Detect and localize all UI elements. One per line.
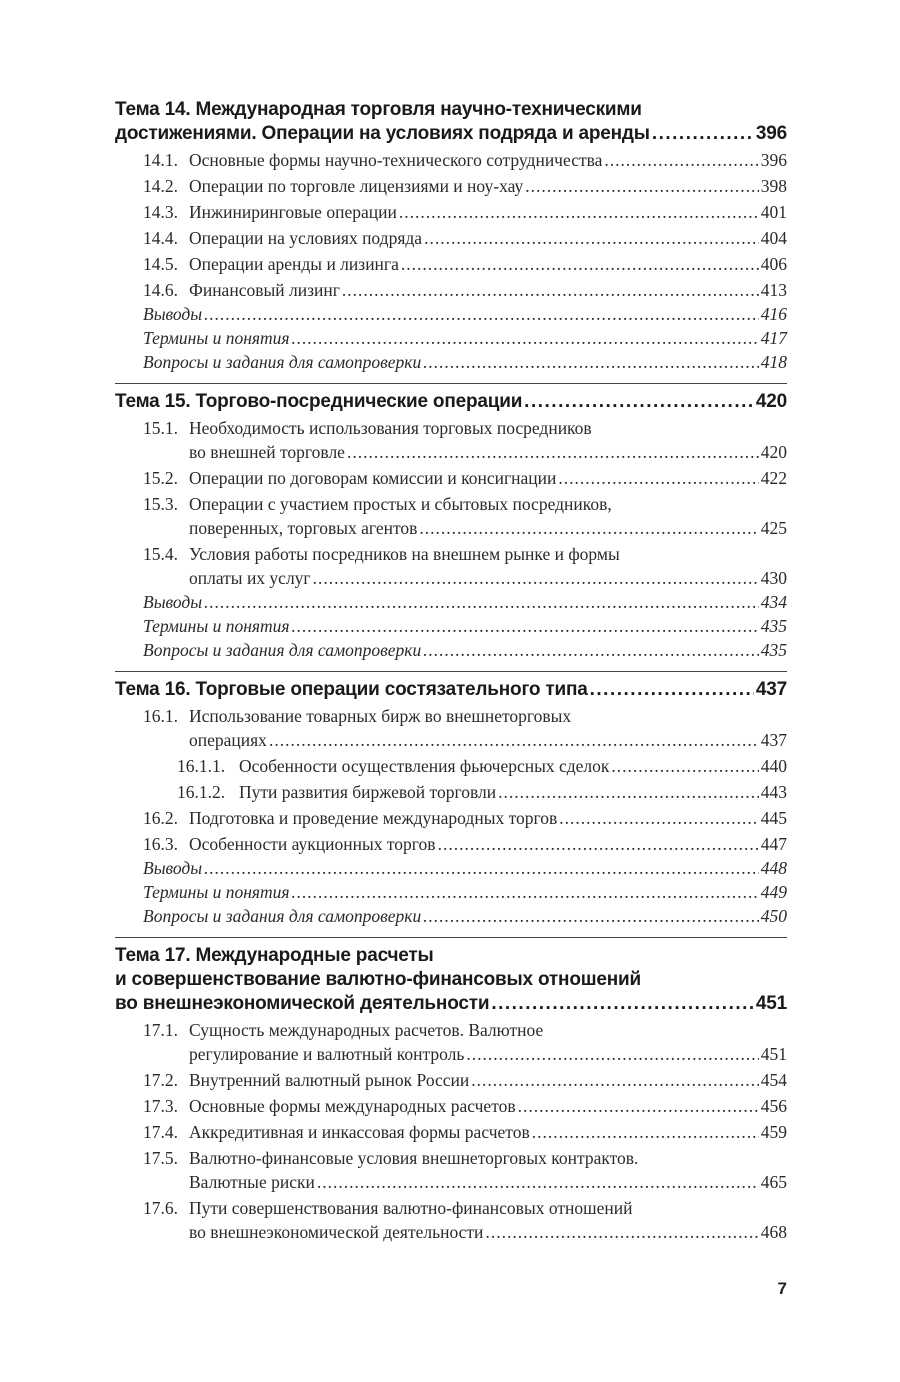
entry-title-line: Термины и понятия <box>143 328 290 348</box>
entry-last-line[interactable] <box>189 566 787 590</box>
entry-body <box>189 1068 787 1092</box>
entry-title-line: Валютные риски <box>189 1172 315 1192</box>
dot-leader <box>438 832 759 856</box>
toc-entry[interactable] <box>115 492 787 540</box>
entry-body <box>189 174 787 198</box>
entry-body <box>189 806 787 830</box>
entry-last-line[interactable] <box>143 904 787 928</box>
dot-leader <box>466 1042 758 1066</box>
entry-body <box>189 704 787 752</box>
entry-title-line: Необходимость использования торговых посредников <box>189 418 592 438</box>
entry-last-line[interactable] <box>189 174 787 198</box>
entry-title-line: Выводы <box>143 304 203 324</box>
page-ref: 396 <box>760 150 787 170</box>
entry-number: 17.6. <box>143 1198 178 1218</box>
entry-body <box>143 904 787 928</box>
dot-leader <box>525 174 759 198</box>
toc-entry[interactable] <box>115 754 787 778</box>
entry-title-line: Тема 16. Торговые операции состязательного типа <box>115 679 588 700</box>
toc-entry[interactable] <box>115 278 787 302</box>
toc-entry[interactable] <box>115 1120 787 1144</box>
toc-entry[interactable] <box>115 416 787 464</box>
entry-title-line: Операции по договорам комиссии и консигнации <box>189 468 557 488</box>
entry-title-line: Термины и понятия <box>143 882 290 902</box>
entry-number: 15.2. <box>143 468 178 488</box>
entry-title-line: Вопросы и задания для самопроверки <box>143 906 422 926</box>
entry-title-line: поверенных, торговых агентов <box>189 518 418 538</box>
toc-entry-auxiliary[interactable] <box>115 904 787 928</box>
entry-title-line: Инжиниринговые операции <box>189 202 397 222</box>
section-heading[interactable] <box>115 98 787 146</box>
dot-leader <box>652 122 754 146</box>
entry-number: 15.1. <box>143 418 178 438</box>
toc-entry-auxiliary[interactable] <box>115 880 787 904</box>
dot-leader <box>532 1120 759 1144</box>
dot-leader <box>419 516 758 540</box>
entry-body <box>189 466 787 490</box>
entry-title-line: во внешнеэкономической деятельности <box>115 993 490 1014</box>
entry-body <box>189 542 787 590</box>
toc-entry-auxiliary[interactable] <box>115 614 787 638</box>
entry-body <box>189 200 787 224</box>
dot-leader <box>491 992 754 1016</box>
page-ref: 420 <box>755 391 787 412</box>
entry-number: 14.5. <box>143 254 178 274</box>
entry-title-line: оплаты их услуг <box>189 568 311 588</box>
entry-body <box>189 1094 787 1118</box>
entry-last-line[interactable] <box>189 252 787 276</box>
entry-title-line: Особенности аукционных торгов <box>189 834 436 854</box>
dot-leader <box>558 466 758 490</box>
entry-last-line[interactable] <box>189 516 787 540</box>
page-ref: 396 <box>755 123 787 144</box>
table-of-contents <box>115 98 787 1244</box>
entry-title-line: Подготовка и проведение международных торгов <box>189 808 558 828</box>
entry-last-line[interactable] <box>189 440 787 464</box>
entry-number: 17.2. <box>143 1070 178 1090</box>
heading-last-line[interactable] <box>115 678 787 702</box>
entry-number: 14.2. <box>143 176 178 196</box>
entry-number: 15.3. <box>143 494 178 514</box>
section-entries <box>115 704 787 928</box>
entry-body <box>143 880 787 904</box>
entry-number: 16.1.2. <box>177 782 226 802</box>
page-ref: 465 <box>760 1172 787 1192</box>
page-ref: 440 <box>760 756 787 776</box>
entry-body <box>239 754 787 778</box>
entry-last-line[interactable] <box>189 728 787 752</box>
entry-number: 14.1. <box>143 150 178 170</box>
section-heading[interactable] <box>115 944 787 1016</box>
entry-last-line[interactable] <box>189 806 787 830</box>
entry-title-line: Операции на условиях подряда <box>189 228 423 248</box>
section-entries <box>115 148 787 374</box>
dot-leader <box>423 638 759 662</box>
entry-body <box>143 326 787 350</box>
entry-number: 16.3. <box>143 834 178 854</box>
page-ref: 450 <box>760 906 787 926</box>
entry-title-line: Тема 15. Торгово-посреднические операции <box>115 391 523 412</box>
entry-last-line[interactable] <box>189 226 787 250</box>
entry-title-line: Сущность международных расчетов. Валютное <box>189 1020 544 1040</box>
entry-body <box>143 590 787 614</box>
entry-body <box>143 614 787 638</box>
entry-title-line: Финансовый лизинг <box>189 280 340 300</box>
entry-last-line[interactable] <box>143 302 787 326</box>
entry-last-line[interactable] <box>189 200 787 224</box>
entry-title-line: Пути совершенствования валютно-финансовых отношений <box>189 1198 633 1218</box>
page-ref: 456 <box>760 1096 787 1116</box>
section-entries <box>115 416 787 662</box>
toc-entry-auxiliary[interactable] <box>115 350 787 374</box>
dot-leader <box>292 880 759 904</box>
page-ref: 445 <box>760 808 787 828</box>
toc-section <box>115 937 787 1244</box>
dot-leader <box>423 350 759 374</box>
page-ref: 422 <box>760 468 787 488</box>
dot-leader <box>317 1170 759 1194</box>
entry-body <box>189 252 787 276</box>
dot-leader <box>498 780 759 804</box>
toc-entry[interactable] <box>115 466 787 490</box>
dot-leader <box>518 1094 759 1118</box>
entry-last-line[interactable] <box>189 1120 787 1144</box>
entry-last-line[interactable] <box>189 466 787 490</box>
entry-title-line: Выводы <box>143 592 203 612</box>
heading-line: Тема 17. Международные расчеты <box>115 945 434 966</box>
entry-last-line[interactable] <box>239 780 787 804</box>
entry-last-line[interactable] <box>143 590 787 614</box>
page-ref: 398 <box>760 176 787 196</box>
page-ref: 454 <box>760 1070 787 1090</box>
entry-body <box>189 416 787 464</box>
page-ref: 416 <box>760 304 787 324</box>
dot-leader <box>342 278 759 302</box>
dot-leader <box>424 226 759 250</box>
entry-body <box>189 1146 787 1194</box>
entry-body <box>189 832 787 856</box>
page-ref: 434 <box>760 592 787 612</box>
toc-section <box>115 383 787 662</box>
page-number: 7 <box>777 1279 787 1298</box>
entry-title-line: регулирование и валютный контроль <box>189 1044 465 1064</box>
dot-leader <box>471 1068 758 1092</box>
page-ref: 417 <box>760 328 787 348</box>
entry-title-line: операциях <box>189 730 267 750</box>
section-heading[interactable] <box>115 390 787 414</box>
entry-body <box>189 226 787 250</box>
toc-entry[interactable] <box>115 832 787 856</box>
entry-body <box>189 492 787 540</box>
page-ref: 420 <box>760 442 787 462</box>
page-ref: 437 <box>755 679 787 700</box>
entry-last-line[interactable] <box>189 1170 787 1194</box>
entry-title-line: Внутренний валютный рынок России <box>189 1070 470 1090</box>
entry-body <box>143 350 787 374</box>
toc-entry[interactable] <box>115 1068 787 1092</box>
entry-number: 16.2. <box>143 808 178 828</box>
toc-entry-auxiliary[interactable] <box>115 326 787 350</box>
entry-title-line: Операции с участием простых и сбытовых посредников, <box>189 494 612 514</box>
entry-last-line[interactable] <box>143 614 787 638</box>
dot-leader <box>423 904 759 928</box>
heading-line: и совершенствование валютно-финансовых отношений <box>115 969 641 990</box>
dot-leader <box>590 678 754 702</box>
toc-entry[interactable] <box>115 226 787 250</box>
entry-body <box>143 856 787 880</box>
entry-body <box>239 780 787 804</box>
dot-leader <box>485 1220 758 1244</box>
dot-leader <box>611 754 758 778</box>
entry-body <box>143 638 787 662</box>
section-entries <box>115 1018 787 1244</box>
toc-entry-auxiliary[interactable] <box>115 638 787 662</box>
page-ref: 451 <box>755 993 787 1014</box>
page-ref: 435 <box>760 640 787 660</box>
entry-last-line[interactable] <box>143 880 787 904</box>
dot-leader <box>399 200 759 224</box>
entry-last-line[interactable] <box>189 1068 787 1092</box>
toc-entry[interactable] <box>115 1094 787 1118</box>
dot-leader <box>269 728 759 752</box>
entry-number: 16.1. <box>143 706 178 726</box>
heading-line: Тема 14. Международная торговля научно-техническими <box>115 99 642 120</box>
entry-title-line: Термины и понятия <box>143 616 290 636</box>
entry-last-line[interactable] <box>143 638 787 662</box>
entry-body <box>189 1196 787 1244</box>
page-ref: 468 <box>760 1222 787 1242</box>
heading-last-line[interactable] <box>115 992 787 1016</box>
page-ref: 418 <box>760 352 787 372</box>
entry-last-line[interactable] <box>189 148 787 172</box>
entry-number: 16.1.1. <box>177 756 226 776</box>
toc-entry[interactable] <box>115 148 787 172</box>
toc-entry[interactable] <box>115 200 787 224</box>
entry-title-line: Валютно-финансовые условия внешнеторговых контрактов. <box>189 1148 639 1168</box>
dot-leader <box>204 856 759 880</box>
dot-leader <box>559 806 759 830</box>
toc-entry[interactable] <box>115 780 787 804</box>
toc-entry[interactable] <box>115 174 787 198</box>
page-ref: 447 <box>760 834 787 854</box>
entry-title-line: Условия работы посредников на внешнем рынке и формы <box>189 544 620 564</box>
page-ref: 401 <box>760 202 787 222</box>
heading-last-line[interactable] <box>115 390 787 414</box>
toc-entry[interactable] <box>115 704 787 752</box>
dot-leader <box>313 566 759 590</box>
entry-title-line: Операции аренды и лизинга <box>189 254 399 274</box>
toc-entry[interactable] <box>115 1196 787 1244</box>
dot-leader <box>524 390 754 414</box>
page-ref: 413 <box>760 280 787 300</box>
page-ref: 443 <box>760 782 787 802</box>
dot-leader <box>292 614 759 638</box>
page-ref: 430 <box>760 568 787 588</box>
entry-title-line: Особенности осуществления фьючерсных сделок <box>239 756 610 776</box>
toc-entry[interactable] <box>115 806 787 830</box>
toc-entry[interactable] <box>115 252 787 276</box>
entry-number: 17.5. <box>143 1148 178 1168</box>
toc-section <box>115 671 787 928</box>
toc-entry-auxiliary[interactable] <box>115 856 787 880</box>
toc-entry[interactable] <box>115 1146 787 1194</box>
toc-section <box>115 98 787 374</box>
entry-last-line[interactable] <box>189 832 787 856</box>
page-ref: 437 <box>760 730 787 750</box>
dot-leader <box>204 302 759 326</box>
entry-last-line[interactable] <box>143 350 787 374</box>
entry-number: 17.1. <box>143 1020 178 1040</box>
toc-entry-auxiliary[interactable] <box>115 302 787 326</box>
entry-last-line[interactable] <box>189 1220 787 1244</box>
entry-title-line: Аккредитивная и инкассовая формы расчетов <box>189 1122 530 1142</box>
entry-last-line[interactable] <box>189 1042 787 1066</box>
entry-body <box>189 1018 787 1066</box>
toc-entry[interactable] <box>115 1018 787 1066</box>
page-ref: 406 <box>760 254 787 274</box>
dot-leader <box>401 252 759 276</box>
entry-title-line: Вопросы и задания для самопроверки <box>143 352 422 372</box>
page-ref: 404 <box>760 228 787 248</box>
dot-leader <box>292 326 759 350</box>
entry-body <box>143 302 787 326</box>
entry-last-line[interactable] <box>189 1094 787 1118</box>
page-ref: 435 <box>760 616 787 636</box>
entry-title-line: Вопросы и задания для самопроверки <box>143 640 422 660</box>
page-ref: 451 <box>760 1044 787 1064</box>
page-ref: 449 <box>760 882 787 902</box>
entry-number: 14.3. <box>143 202 178 222</box>
entry-title-line: Использование товарных бирж во внешнеторговых <box>189 706 572 726</box>
dot-leader <box>347 440 759 464</box>
page-ref: 448 <box>760 858 787 878</box>
entry-last-line[interactable] <box>239 754 787 778</box>
entry-title-line: Основные формы международных расчетов <box>189 1096 516 1116</box>
entry-title-line: Основные формы научно-технического сотрудничества <box>189 150 603 170</box>
toc-entry[interactable] <box>115 542 787 590</box>
dot-leader <box>204 590 759 614</box>
entry-number: 15.4. <box>143 544 178 564</box>
entry-number: 17.3. <box>143 1096 178 1116</box>
entry-title-line: Операции по торговле лицензиями и ноу-хау <box>189 176 524 196</box>
entry-number: 17.4. <box>143 1122 178 1142</box>
entry-title-line: достижениями. Операции на условиях подряда и аренды <box>115 123 650 144</box>
dot-leader <box>604 148 758 172</box>
entry-last-line[interactable] <box>143 856 787 880</box>
entry-title-line: во внешнеэкономической деятельности <box>189 1222 484 1242</box>
entry-title-line: Выводы <box>143 858 203 878</box>
entry-last-line[interactable] <box>189 278 787 302</box>
entry-body <box>189 148 787 172</box>
entry-last-line[interactable] <box>143 326 787 350</box>
heading-last-line[interactable] <box>115 122 787 146</box>
entry-body <box>189 278 787 302</box>
entry-number: 14.4. <box>143 228 178 248</box>
entry-title-line: во внешней торговле <box>189 442 345 462</box>
entry-title-line: Пути развития биржевой торговли <box>239 782 497 802</box>
entry-number: 14.6. <box>143 280 178 300</box>
page-ref: 459 <box>760 1122 787 1142</box>
entry-body <box>189 1120 787 1144</box>
toc-entry-auxiliary[interactable] <box>115 590 787 614</box>
section-heading[interactable] <box>115 678 787 702</box>
page-ref: 425 <box>760 518 787 538</box>
